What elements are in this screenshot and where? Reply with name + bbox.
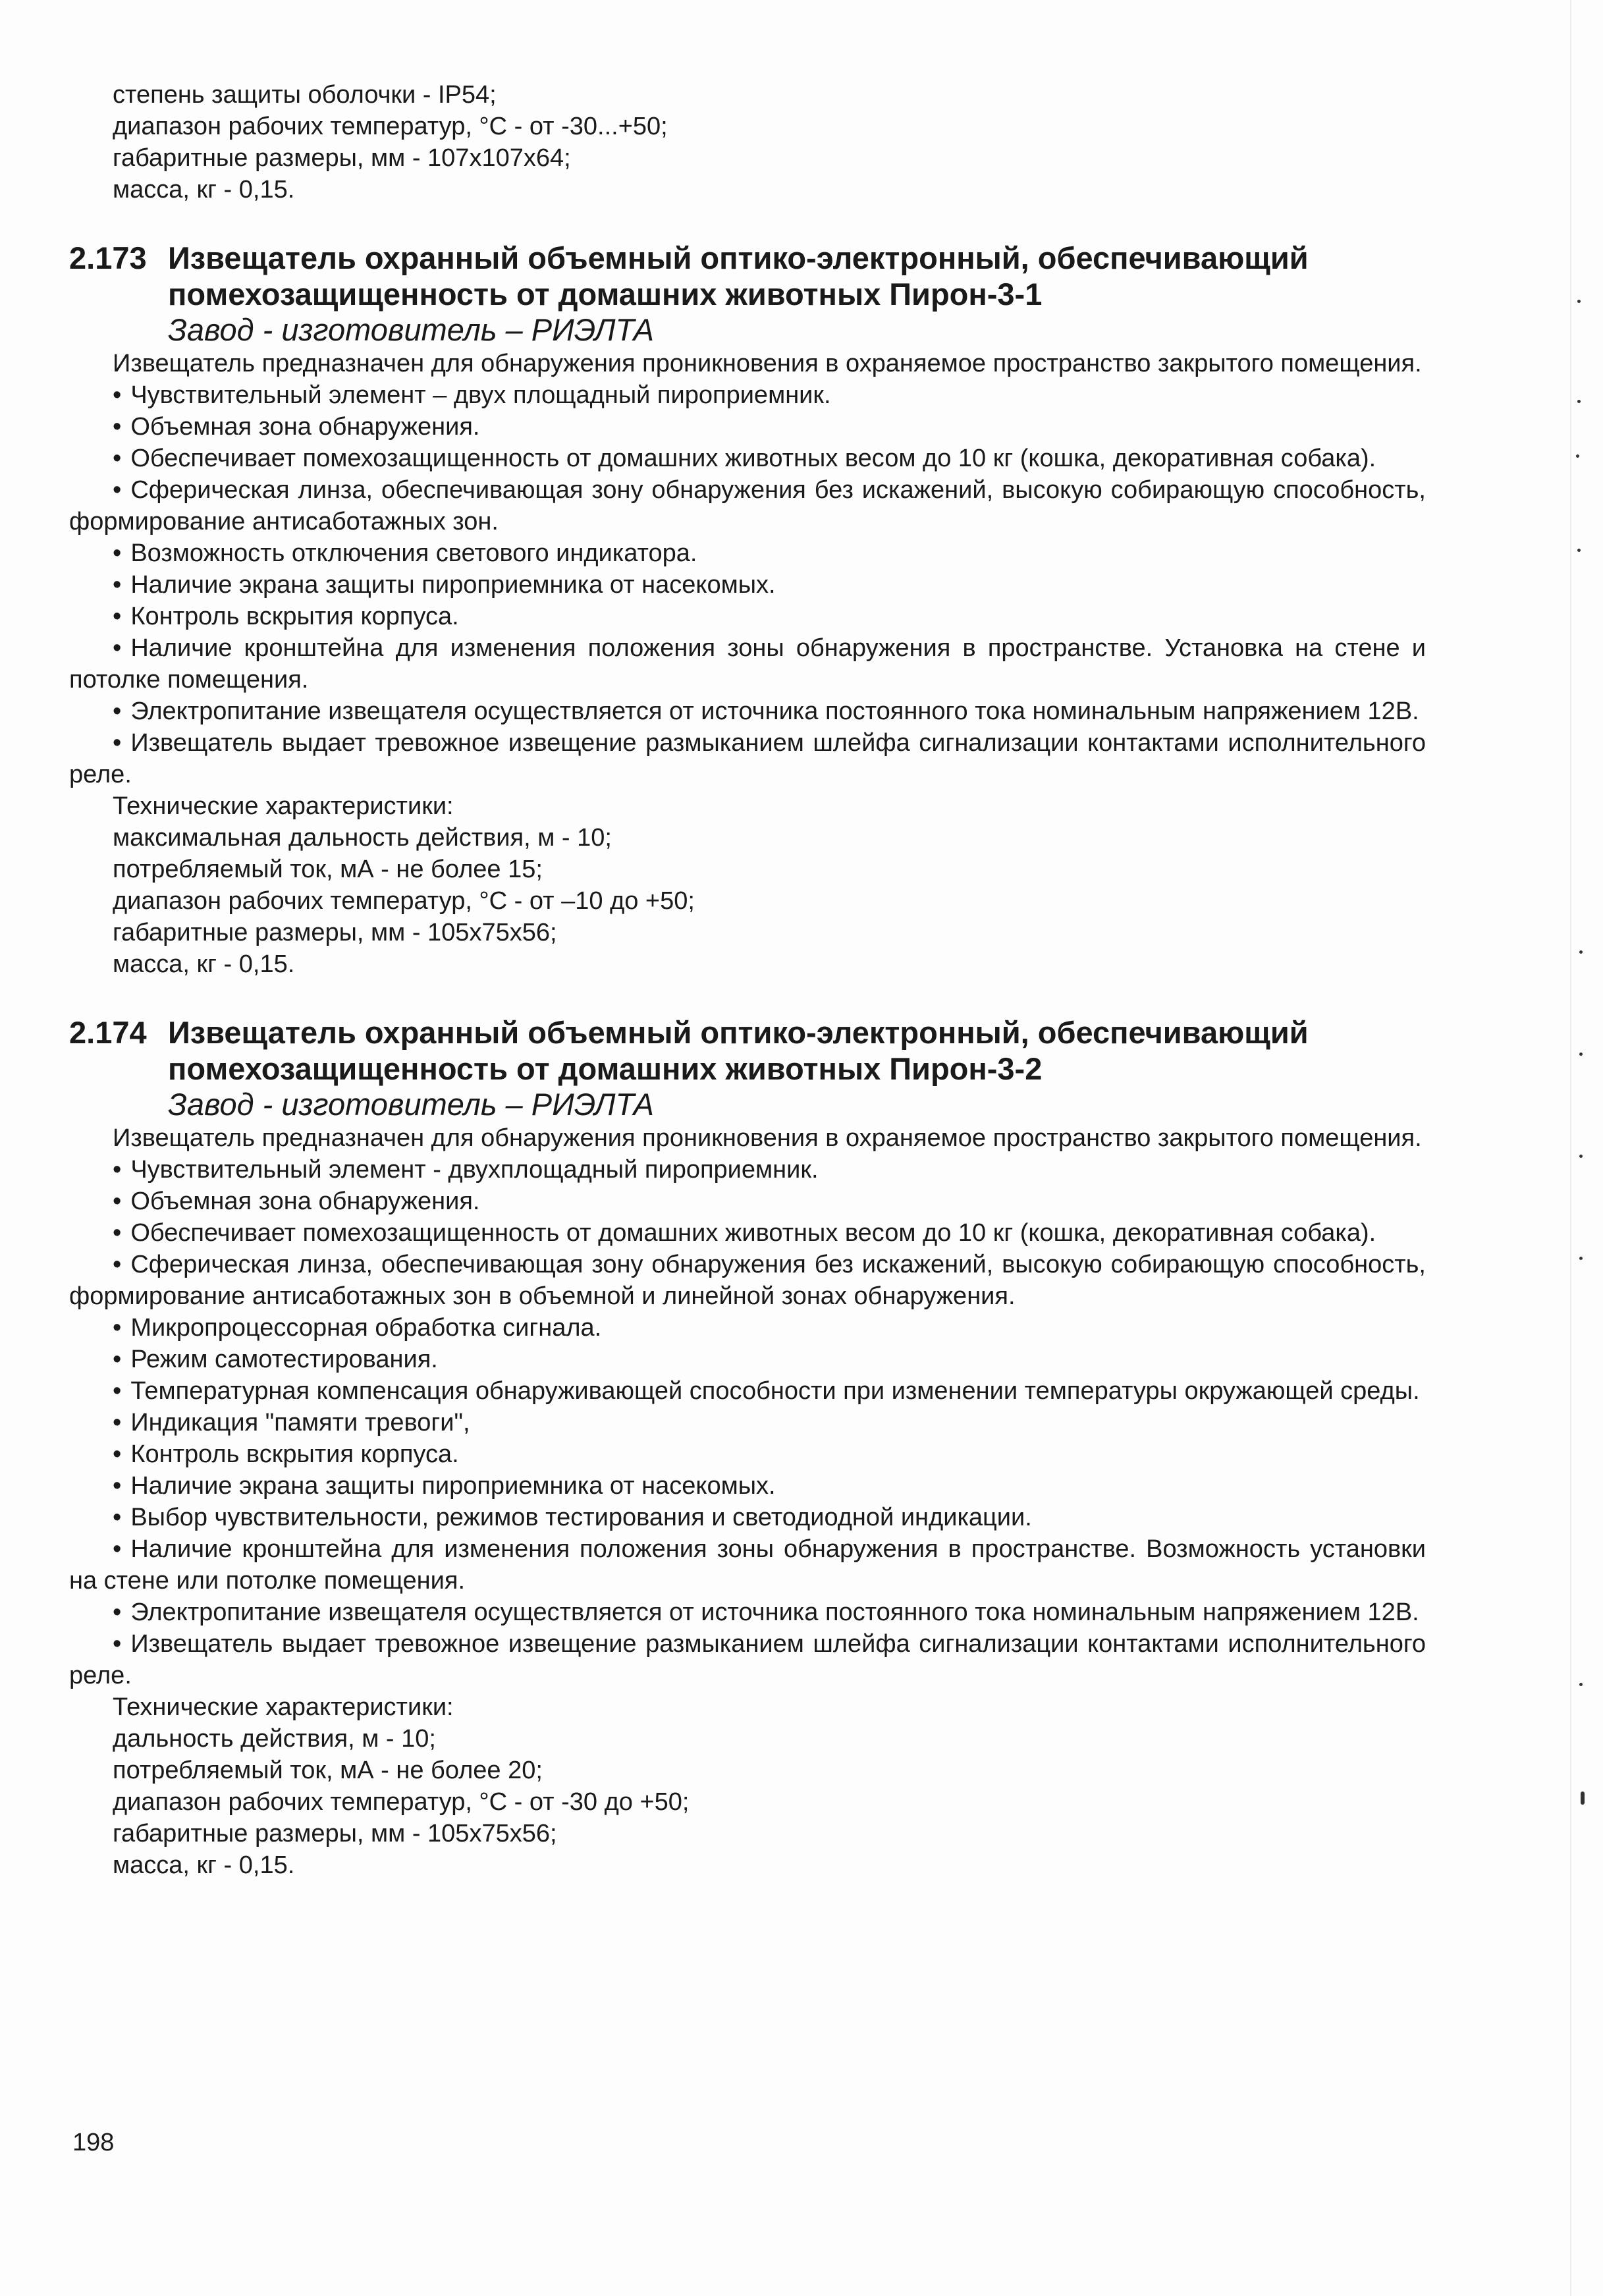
manufacturer: Завод - изготовитель – РИЭЛТА xyxy=(168,1087,654,1122)
spec-line: потребляемый ток, мА - не более 20; xyxy=(113,1757,543,1784)
spec-line: масса, кг - 0,15. xyxy=(113,1851,295,1879)
specs-header: Технические характеристики: xyxy=(113,1693,454,1721)
page-number: 198 xyxy=(72,2129,115,2156)
list-item: • Наличие экрана защиты пироприемника от насекомых. xyxy=(113,1472,776,1500)
spec-line: габаритные размеры, мм - 105x75x56; xyxy=(113,1820,557,1847)
list-item: • Обеспечивает помехозащищенность от домашних животных весом до 10 кг (кошка, декоративная собака). xyxy=(113,445,1376,472)
list-item: • Индикация "памяти тревоги", xyxy=(113,1409,470,1436)
list-item: • Выбор чувствительности, режимов тестирования и светодиодной индикации. xyxy=(113,1504,1032,1531)
list-item: • Контроль вскрытия корпуса. xyxy=(113,1440,459,1468)
scan-speck xyxy=(1577,549,1581,552)
page-edge-line xyxy=(1570,0,1571,2296)
list-item: • Наличие кронштейна для изменения положения зоны обнаружения в пространстве. Возможность установки на стене или потолке помещения. xyxy=(69,1535,1426,1595)
list-item: • Электропитание извещателя осуществляется от источника постоянного тока номинальным напряжением 12В. xyxy=(113,697,1419,725)
list-item: • Электропитание извещателя осуществляется от источника постоянного тока номинальным напряжением 12В. xyxy=(113,1599,1419,1626)
scan-speck xyxy=(1577,400,1581,403)
top-specs xyxy=(69,79,1426,205)
feature-list xyxy=(69,379,1426,790)
scan-speck xyxy=(1579,1155,1583,1158)
scan-speck xyxy=(1579,950,1583,954)
section-title: Извещатель охранный объемный оптико-электронный, обеспечивающий помехозащищенность от домашних животных Пирон-3-1 xyxy=(168,240,1309,312)
spec-line: габаритные размеры, мм - 107x107x64; xyxy=(113,144,571,172)
spec-line: диапазон рабочих температур, °С - от -30 до +50; xyxy=(113,1788,690,1816)
list-item: • Сферическая линза, обеспечивающая зону обнаружения без искажений, высокую собирающую способность, формирование антисаботажных зон в объемной и линейной зонах обнаружения. xyxy=(69,1251,1426,1310)
spec-line: масса, кг - 0,15. xyxy=(113,176,295,204)
spec-line: диапазон рабочих температур, °С - от -30...+50; xyxy=(113,113,668,140)
list-item: • Наличие кронштейна для изменения положения зоны обнаружения в пространстве. Установка на стене и потолке помещения. xyxy=(69,634,1426,694)
list-item: • Режим самотестирования. xyxy=(113,1346,438,1373)
list-item: • Чувствительный элемент – двух площадный пироприемник. xyxy=(113,381,831,409)
scan-speck xyxy=(1579,1052,1583,1056)
section-2-173 xyxy=(69,240,1426,980)
list-item: • Сферическая линза, обеспечивающая зону обнаружения без искажений, высокую собирающую способность, формирование антисаботажных зон. xyxy=(69,476,1426,535)
section-2-174 xyxy=(69,1014,1426,1881)
spec-line: масса, кг - 0,15. xyxy=(113,950,295,978)
list-item: • Чувствительный элемент - двухплощадный пироприемник. xyxy=(113,1156,819,1184)
feature-list xyxy=(69,1154,1426,1691)
scan-speck xyxy=(1577,300,1581,303)
list-item: • Объемная зона обнаружения. xyxy=(113,413,480,441)
scan-speck xyxy=(1579,1683,1583,1686)
spec-line: максимальная дальность действия, м - 10; xyxy=(113,824,612,852)
spec-line: габаритные размеры, мм - 105x75x56; xyxy=(113,919,557,946)
section-heading xyxy=(69,1014,1426,1087)
technical-specs xyxy=(69,790,1426,980)
list-item: • Контроль вскрытия корпуса. xyxy=(113,603,459,630)
list-item: • Извещатель выдает тревожное извещение размыканием шлейфа сигнализации контактами исполнительного реле. xyxy=(69,1630,1426,1689)
scan-speck xyxy=(1581,1791,1585,1805)
section-number: 2.173 xyxy=(69,240,147,275)
section-heading xyxy=(69,240,1426,312)
scan-speck xyxy=(1579,1257,1583,1260)
intro-paragraph: Извещатель предназначен для обнаружения проникновения в охраняемое пространство закрытого помещения. xyxy=(113,350,1422,377)
section-title: Извещатель охранный объемный оптико-электронный, обеспечивающий помехозащищенность от домашних животных Пирон-3-2 xyxy=(168,1015,1309,1086)
list-item: • Наличие экрана защиты пироприемника от насекомых. xyxy=(113,571,776,599)
intro-paragraph: Извещатель предназначен для обнаружения проникновения в охраняемое пространство закрытого помещения. xyxy=(113,1124,1422,1152)
spec-line: степень защиты оболочки - IP54; xyxy=(113,81,497,109)
document-page xyxy=(69,79,1426,1881)
section-number: 2.174 xyxy=(69,1015,147,1050)
list-item: • Извещатель выдает тревожное извещение размыканием шлейфа сигнализации контактами исполнительного реле. xyxy=(69,729,1426,788)
list-item: • Обеспечивает помехозащищенность от домашних животных весом до 10 кг (кошка, декоративная собака). xyxy=(113,1219,1376,1247)
list-item: • Возможность отключения светового индикатора. xyxy=(113,539,697,567)
list-item: • Объемная зона обнаружения. xyxy=(113,1188,480,1215)
spec-line: потребляемый ток, мА - не более 15; xyxy=(113,856,543,883)
spec-line: диапазон рабочих температур, °С - от –10 до +50; xyxy=(113,887,695,915)
specs-header: Технические характеристики: xyxy=(113,792,454,820)
list-item: • Микропроцессорная обработка сигнала. xyxy=(113,1314,602,1342)
manufacturer: Завод - изготовитель – РИЭЛТА xyxy=(168,312,654,347)
spec-line: дальность действия, м - 10; xyxy=(113,1725,436,1753)
list-item: • Температурная компенсация обнаруживающей способности при изменении температуры окружающей среды. xyxy=(113,1377,1420,1405)
scan-speck xyxy=(1576,454,1579,458)
technical-specs xyxy=(69,1691,1426,1881)
